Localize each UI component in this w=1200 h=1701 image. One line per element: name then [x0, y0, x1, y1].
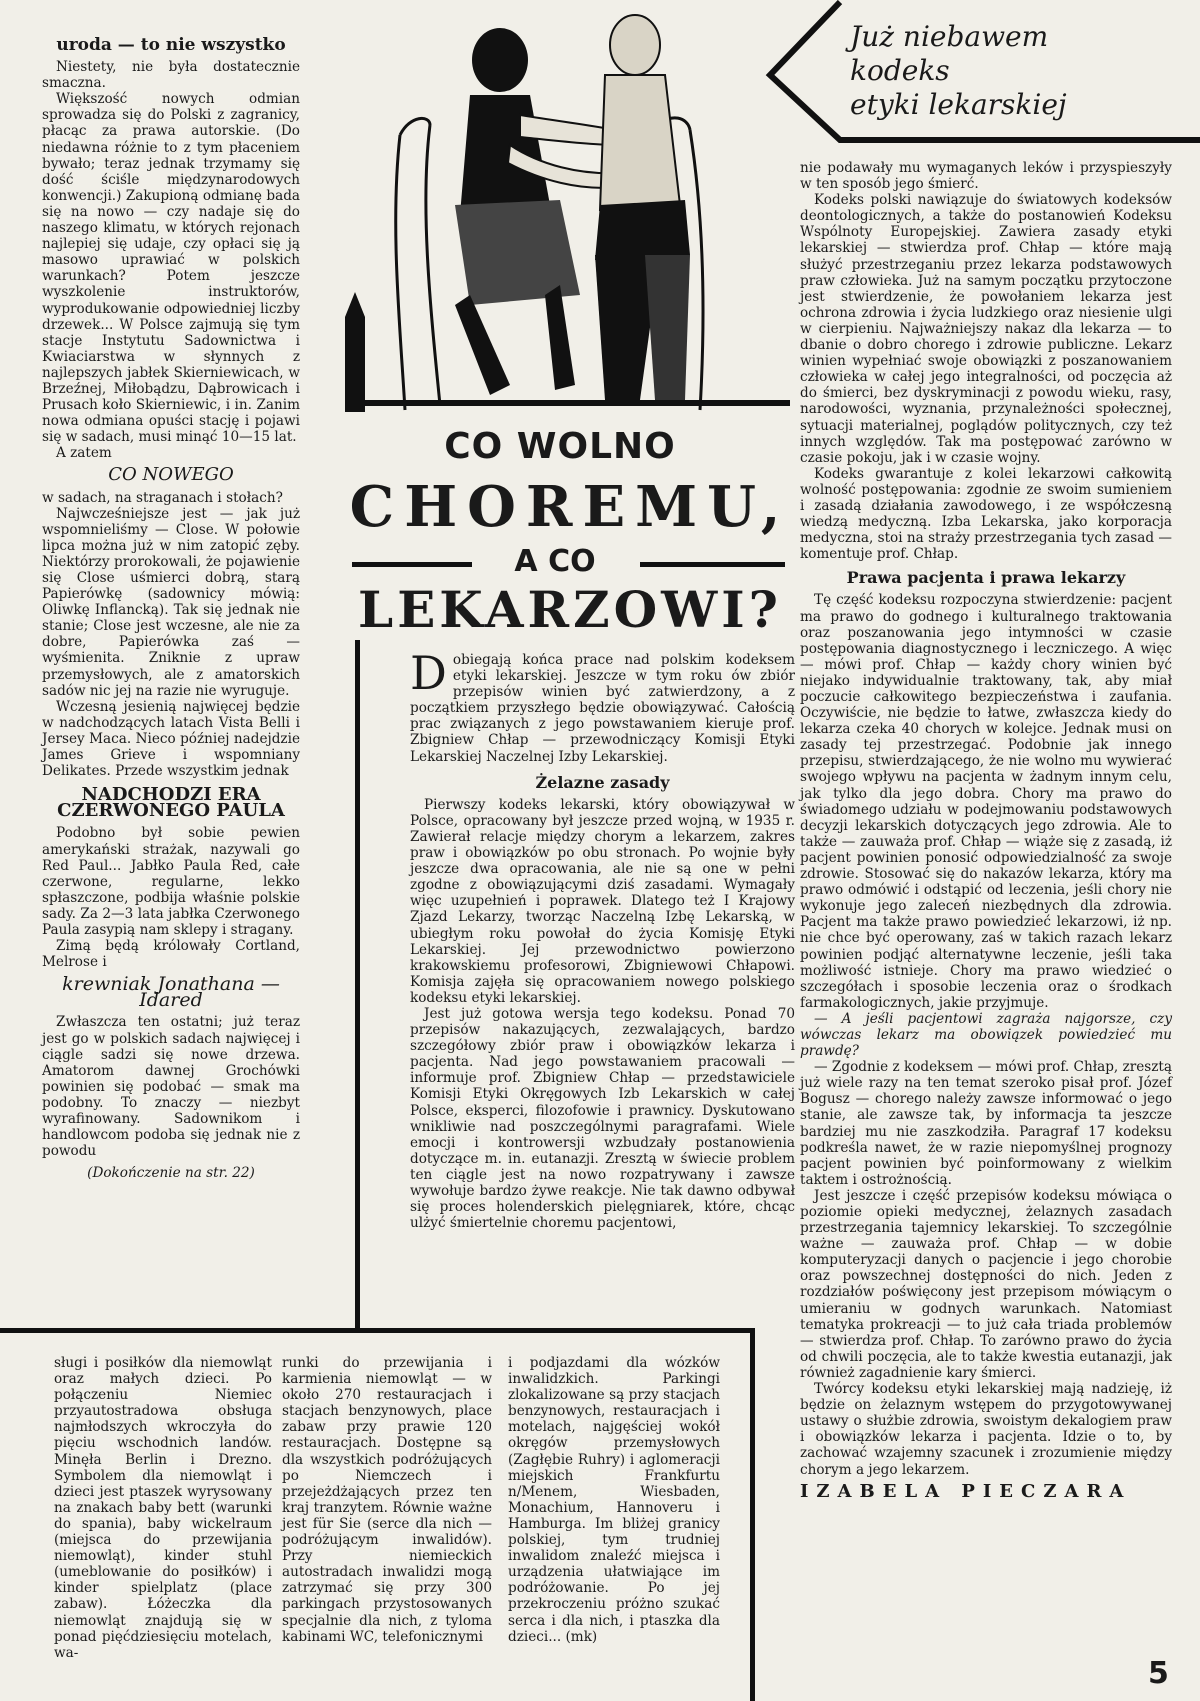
- paragraph: Zimą będą królowały Cortland, Melrose i: [42, 938, 300, 971]
- banner-line: kodeks: [850, 54, 950, 87]
- subheading-co-nowego: CO NOWEGO: [108, 464, 234, 486]
- paragraph: Kodeks polski nawiązuje do światowych kodeksów deontologicznych, a także do postanowień Kodeksu Wspólnoty Europejskiej. Zawiera zasady etyki lekarskiej — stwierdza prof. Chłap — które mają służyć przestrzeganiu przez lekarza podstawowych praw człowieka. Już na samym początku przytoczone jest stwierdzenie, że powołaniem lekarza jest ochrona zdrowia i życia ludzkiego oraz niesienie ulgi w cierpieniu. Najważniejszy nakaz dla lekarza — to dbanie o dobro chorego i zdrowie publiczne. Lekarz winien wypełniać swoje obowiązki z poszanowaniem człowieka w całej jego integralności, od poczęcia aż do śmierci, bez dyskryminacji z powodu wieku, rasy, narodowości, wyznania, przynależności społecznej, sytuacji materialnej, poglądów politycznych, czy też innych względów. Tak ma postępować zarówno w czasie pokoju, jak i w czasie wojny.: [800, 192, 1172, 466]
- paragraph: Niestety, nie była dostatecznie smaczna.: [42, 59, 300, 92]
- left-heading: uroda — to nie wszystko: [56, 35, 286, 55]
- lead-text: obiegają końca prace nad polskim kodeksem etyki lekarskiej. Jeszcze w tym roku ów zbiór przepisów winien być zatwierdzony, a z początkiem przyszłego będzie obowiązywać. Całością prac związanych z jego powstawaniem kieruje prof. Zbigniew Chłap — przewodniczący Komisji Etyki Lekarskiej Naczelnej Izby Lekarskiej.: [410, 652, 795, 765]
- lead-paragraph: [410, 646, 795, 765]
- column-divider: [355, 640, 360, 1330]
- paragraph: Tę część kodeksu rozpoczyna stwierdzenie: pacjent ma prawo do godnego i kulturalnego traktowania oraz poszanowania jego intymności w czasie postępowania diagnostycznego i leczniczego. A więc — mówi prof. Chłap — każdy chory winien być niejako indywidualnie traktowany, tak, aby miał poczucie całkowitego bezpieczeństwa i zaufania. Oczywiście, nie będzie to łatwe, zwłaszcza kiedy do lekarza czeka 40 chorych w kolejce. Jednak musi on zasady tej przestrzegać. Podobnie jak innego przepisu, stwierdzającego, że nie wolno mu wywierać swojego wpływu na pacjenta w żadnym innym celu, jak tylko dla jego dobra. Chory ma prawo do świadomego udziału w podejmowaniu podstawowych decyzji lekarskich dotyczących jego zdrowia. Ale to także — zauważa prof. Chłap — wiąże się z zasadą, iż pacjent powinien ponosić odpowiedzialność za swoje zdrowie. Stosować się do nakazów lekarza, który ma prawo odmówić i odstąpić od leczenia, jeśli chory nie wykonuje jego zaleceń niezbędnych dla zdrowia. Pacjent ma także prawo powiedzieć lekarzowi, iż np. nie chce być operowany, zaś w takich razach lekarz powinien podjąć alternatywne leczenie, jeśli taka możliwość istnieje. Chory ma prawo wiedzieć o szczegółach i sposobie leczenia oraz o środkach farmakologicznych, jakie przyjmuje.: [800, 592, 1172, 1011]
- continuation-note: (Dokończenie na str. 22): [87, 1165, 255, 1182]
- paragraph: Jest już gotowa wersja tego kodeksu. Ponad 70 przepisów nakazujących, zezwalających, bardzo szczegółowy zbiór praw i obowiązków lekarza i pacjenta. Nad jego powstawaniem pracowali — informuje prof. Zbigniew Chłap — przedstawiciele Komisji Etyki Okręgowych Izb Lekarskich w całej Polsce, eksperci, filozofowie i prawnicy. Dyskutowano wnikliwie nad poszczególnymi paragrafami. Wiele emocji i kontrowersji wzbudzały postanowienia dotyczące m. in. eutanazji. Zresztą w świecie problem ten ciągle jest na nowo rozpatrywany i zawsze wywołuje bardzo żywe reakcje. Nie tak dawno odbywał się proces holenderskich pielęgniarek, które, chcąc ulżyć śmiertelnie choremu pacjentowi,: [410, 1005, 795, 1232]
- bottom-box-top-rule: [0, 1328, 750, 1333]
- title-line-3: A CO: [514, 544, 596, 579]
- paragraph: Najwcześniejsze jest — jak już wspomnieliśmy — Close. W połowie lipca można już w nim zatopić zęby. Niektórzy prorokowali, że pojawienie się Close uśmierci dobrą, starą Papierówkę (sadownicy mówią: Oliwkę Inflancką). Tak się jednak nie stanie; Close jest wczesne, ale nie za dobre, Papierówka zaś — wyśmienita. Zniknie z upraw przemysłowych, ale z amatorskich sadów nic jej na razie nie wyruguje.: [42, 505, 300, 699]
- paragraph: nie podawały mu wymaganych leków i przyspieszyły w ten sposób jego śmierć.: [800, 160, 1172, 193]
- banner-line: etyki lekarskiej: [850, 88, 1067, 121]
- paragraph: Twórcy kodeksu etyki lekarskiej mają nadzieję, iż będzie on żelaznym wstępem do przygotowywanej ustawy o służbie zdrowia, swoistym dekalogiem praw i obowiązków lekarza i pacjenta. Idzie o to, by zachować wzajemny szacunek i zrozumienie między chorym a jego lekarzem.: [800, 1381, 1172, 1478]
- subheading-zelazne-zasady: Żelazne zasady: [535, 772, 670, 792]
- subheading-prawa-pacjenta: Prawa pacjenta i prawa lekarzy: [846, 568, 1126, 588]
- banner-line: Już niebawem: [850, 20, 1049, 53]
- bottom-column-1: sługi i posiłków dla niemowląt oraz małych dzieci. Po połączeniu Niemiec przyautostradowa obsługa najmłodszych wkroczyła do pięciu wschodnich landów. Minęła Berlin i Drezno. Symbolem dla niemowląt i dzieci jest ptaszek wyrysowany na znakach baby bett (warunki do spania), baby wickelraum (miejsca do przewijania niemowląt), kinder stuhl (umeblowanie do posiłków) i kinder spielplatz (place zabaw). Łóżeczka dla niemowląt znajdują się w ponad pięćdziesięciu motelach, wa-: [54, 1355, 272, 1661]
- title-line-1: CO WOLNO: [444, 426, 676, 467]
- bottom-column-2: runki do przewijania i karmienia niemowląt — w około 270 restauracjach i stacjach benzynowych, place zabaw przy prawie 120 restauracjach. Dostępne są dla wszystkich podróżujących po Niemczech i przejeżdżających przez ten kraj tranzytem. Równie ważne jest für Sie (serce dla nich — podróżującym inwalidów). Przy niemieckich autostradach inwalidzi mogą zatrzymać się przy 300 parkingach przystosowanych specjalnie dla nich, z tyloma kabinami WC, telefonicznymi: [282, 1355, 492, 1645]
- paragraph: Wczesną jesienią najwięcej będzie w nadchodzących latach Vista Belli i Jersey Maca. Nieco później nadejdzie James Grieve i wspomniany Delikates. Przede wszystkim jednak: [42, 698, 300, 780]
- subheading-krewniak: krewniak Jonathana — Idared: [62, 973, 280, 1012]
- paragraph: Podobno był sobie pewien amerykański strażak, nazywali go Red Paul... Jabłko Paula Red, całe czerwone, regularne, lekko spłaszczone, podbija właśnie polskie sady. Za 2—3 lata jabłka Czerwonego Paula zasypią nam sklepy i stragany.: [42, 825, 300, 938]
- paragraph: Kodeks gwarantuje z kolei lekarzowi całkowitą wolność postępowania: zgodnie ze swoim sumieniem i zasadą działania zawodowego, i ze współczesną wiedzą medyczną. Izba Lekarska, jako korporacja medyczna, stoi na straży przestrzegania tych zasad — komentuje prof. Chłap.: [800, 465, 1172, 563]
- author-signature: IZABELA PIECZARA: [800, 1480, 1132, 1502]
- title-line-2: CHOREMU,: [349, 474, 791, 540]
- question-paragraph: — A jeśli pacjentowi zagraża najgorsze, czy wówczas lekarz ma obowiązek powiedzieć mu prawdę?: [800, 1010, 1172, 1060]
- title-rule-left: [352, 562, 472, 567]
- title-line-4: LEKARZOWI?: [358, 580, 782, 639]
- paragraph: — Zgodnie z kodeksem — mówi prof. Chłap, zresztą już wiele razy na ten temat szeroko pisał prof. Józef Bogusz — chorego należy zawsze informować o jego stanie, ale zawsze tak, by informacja ta jeszcze bardziej mu nie zaszkodziła. Paragraf 17 kodeksu podkreśla nawet, że w razie niepomyślnej prognozy pacjent powinien być poinformowany z wielkim taktem i ostrożnością.: [800, 1059, 1172, 1188]
- page-number: 5: [1148, 1656, 1169, 1691]
- paragraph: Jest jeszcze i część przepisów kodeksu mówiąca o poziomie opieki medycznej, żelaznych zasadach przestrzegania tajemnicy lekarskiej. To szczególnie ważne — zauważa prof. Chłap — w dobie komputeryzacji danych o pacjencie i jego chorobie oraz powszechnej dostępności do nich. Jeden z rozdziałów poświęcony jest przepisom mówiącym o umieraniu w godnych warunkach. Natomiast tematyka prokreacji — to już cała triada problemów — stwierdza prof. Chłap. To zarówno prawo do życia od chwili poczęcia, ale to także kwestia eutanazji, jak również zagadnienie kary śmierci.: [800, 1187, 1172, 1381]
- bottom-box-right-rule: [750, 1328, 755, 1701]
- paragraph: Większość nowych odmian sprowadza się do Polski z zagranicy, płacąc za prawa autorskie. (Do niedawna różnie to z tym płaceniem bywało; teraz jednak trzymamy się dość ściśle międzynarodowych konwencji.) Zakupioną odmianę bada się na nowo — czy nadaje się do naszego klimatu, w których rejonach najlepiej się udaje, czy opłaci się ją masowo uprawiać w polskich warunkach? Potem jeszcze wyszkolenie instruktorów, wyprodukowanie odpowiedniej liczby drzewek... W Polsce zajmują się tym stacje Instytutu Sadownictwa i Kwiaciarstwa w słynnych z najlepszych jabłek Skierniewicach, w Brzeźnej, Miłobądzu, Dąbrowicach i Prusach koło Skierniewic, i in. Zanim nowa odmiana opuści stację i pojawi się w sadach, musi minąć 10—15 lat.: [42, 91, 300, 446]
- drop-cap: D: [410, 646, 447, 700]
- title-rule-right: [640, 562, 785, 567]
- paragraph: w sadach, na straganach i stołach?: [42, 489, 283, 506]
- paragraph: Pierwszy kodeks lekarski, który obowiązywał w Polsce, opracowany był jeszcze przed wojną, w 1935 r. Zawierał relacje między chorym a lekarzem, zakres praw i obowiązków po obu stronach. Po wojnie były jeszcze dwa opracowania, ale nie są one w pełni zgodne z obowiązującymi dziś zasadami. Wymagały więc uzupełnień i poprawek. Dlatego też I Krajowy Zjazd Lekarzy, tworząc Naczelną Izbę Lekarską, w ubiegłym roku powołał do życia Komisję Etyki Lekarskiej. Jej przewodnictwo powierzono krakowskiemu profesorowi, Zbigniewowi Chłapowi. Komisja zajęła się opracowaniem nowego polskiego kodeksu etyki lekarskiej.: [410, 796, 795, 1006]
- left-column: [42, 33, 300, 1181]
- paragraph: A zatem: [56, 445, 112, 462]
- bottom-column-3: i podjazdami dla wózków inwalidzkich. Parkingi zlokalizowane są przy stacjach benzynowych, restauracjach i motelach, najgęściej wokół okręgów przemysłowych (Zagłębie Ruhry) i aglomeracji miejskich Frankfurtu n/Menem, Wiesbaden, Monachium, Hannoveru i Hamburga. Im bliżej granicy polskiej, tym trudniej inwalidom znaleźć miejsca i urządzenia ułatwiające im podróżowanie. Po jej przekroczeniu próżno szukać serca i dla nich, i ptaszka dla dzieci... (mk): [508, 1355, 720, 1645]
- paragraph: Zwłaszcza ten ostatni; już teraz jest go w polskich sadach najwięcej i ciągle sadzi się nowe drzewa. Amatorom dawnej Grochówki powinien się podobać — smak ma podobny. To znaczy — niezbyt wyrafinowany. Sadownikom i handlowcom podoba się jednak nie z powodu: [42, 1014, 300, 1160]
- banner-title: [850, 20, 1150, 122]
- pencil-graphic: [340, 292, 370, 412]
- center-column: [410, 646, 795, 1232]
- right-column: [800, 160, 1172, 1500]
- subheading-nadchodzi-era: NADCHODZI ERA CZERWONEGO PAULA: [57, 784, 285, 822]
- doctor-patient-illustration: [360, 5, 790, 425]
